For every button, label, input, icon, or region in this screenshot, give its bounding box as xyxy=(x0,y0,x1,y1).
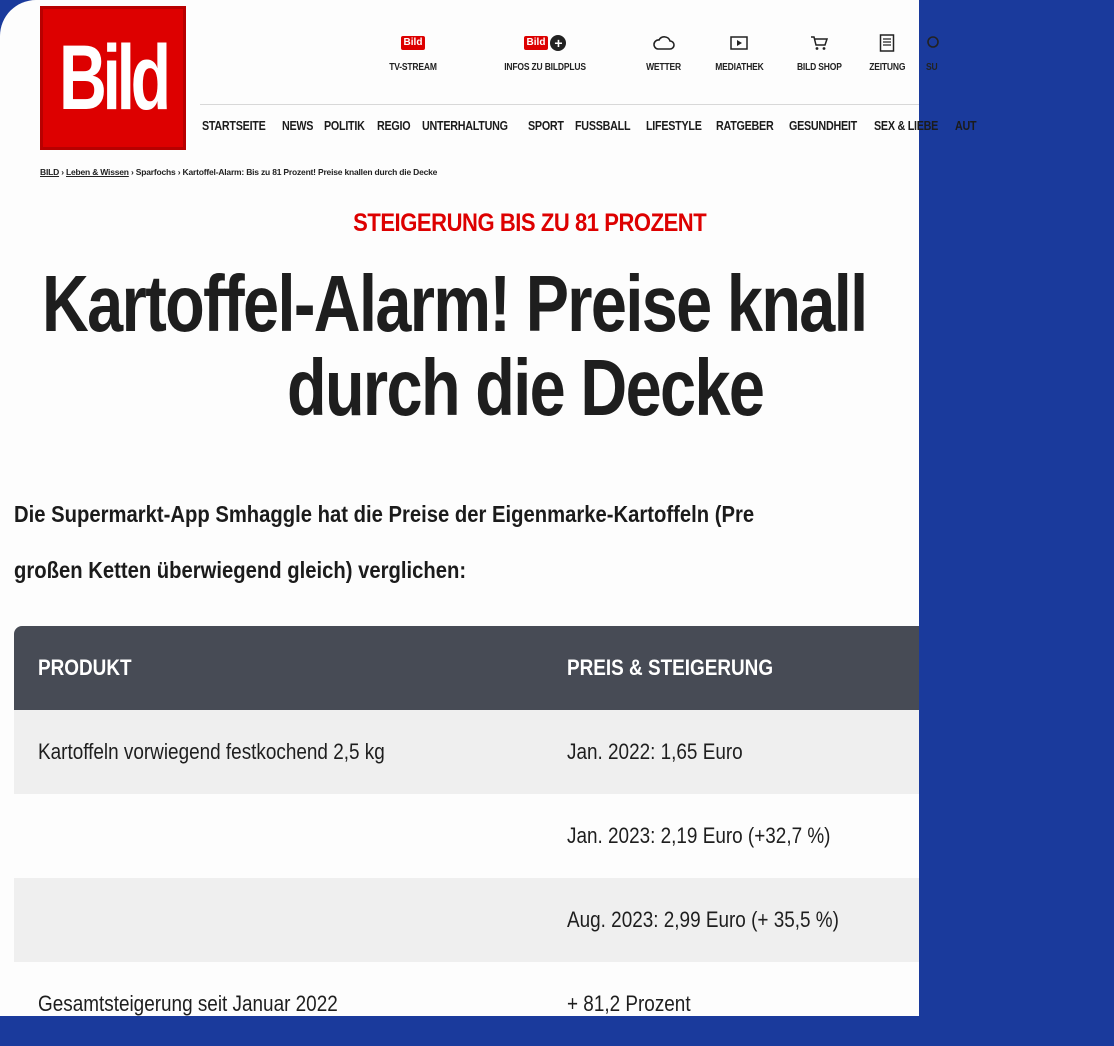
header-preis: PREIS & STEIGERUNG xyxy=(567,655,774,680)
tv-icon: Bild xyxy=(401,36,426,50)
service-wetter[interactable]: WETTER xyxy=(634,30,694,82)
plus-icon: + xyxy=(550,35,566,51)
cart-icon xyxy=(810,30,828,56)
table-header xyxy=(14,626,919,710)
nav-divider xyxy=(200,104,919,105)
logo-text: Bild xyxy=(59,27,167,129)
price-table xyxy=(14,626,919,1046)
nav-item-news[interactable]: NEWS xyxy=(281,119,314,133)
nav-item-ratgeber[interactable]: RATGEBER xyxy=(716,119,774,133)
play-icon xyxy=(730,30,748,56)
service-infos-bildplus[interactable]: Bild + INFOS ZU BILDPLUS xyxy=(504,35,586,73)
service-zeitung[interactable]: ZEITUNG xyxy=(854,30,920,82)
table-row: Jan. 2023: 2,19 Euro (+32,7 %) xyxy=(567,823,831,848)
nav-item-regio[interactable]: REGIO xyxy=(377,119,411,133)
service-bar xyxy=(370,30,944,82)
nav-item-auto[interactable]: AUT xyxy=(954,119,976,133)
nav-item-startseite[interactable]: STARTSEITE xyxy=(202,119,266,133)
nav-item-sport[interactable]: SPORT xyxy=(527,119,564,133)
service-tv-stream[interactable]: Bild TV-STREAM xyxy=(389,37,437,73)
nav-item-politik[interactable]: POLITIK xyxy=(324,119,365,133)
nav-item-sex-liebe[interactable]: SEX & LIEBE xyxy=(874,119,939,133)
service-mediathek[interactable]: MEDIATHEK xyxy=(694,30,784,82)
main-navigation xyxy=(202,119,985,133)
breadcrumb: BILD › Leben & Wissen › Sparfochs › Kartoffel-Alarm: Bis zu 81 Prozent! Preise knallen durch die Decke xyxy=(40,167,438,177)
header-produkt: PRODUKT xyxy=(38,655,132,680)
nav-item-gesundheit[interactable]: GESUNDHEIT xyxy=(789,119,858,133)
table-row: Kartoffeln vorwiegend festkochend 2,5 kg Jan. 2022: 1,65 Euro xyxy=(14,710,919,794)
table-row: Gesamtsteigerung seit Januar 2022 + 81,2 Prozent xyxy=(38,991,691,1016)
nav-item-fussball[interactable]: FUSSBALL xyxy=(575,119,631,133)
service-bild-shop[interactable]: BILD SHOP xyxy=(784,30,854,82)
service-search[interactable]: SU xyxy=(920,30,944,82)
nav-item-unterhaltung[interactable]: UNTERHALTUNG xyxy=(422,119,508,133)
newspaper-icon xyxy=(879,30,895,56)
nav-item-lifestyle[interactable]: LIFESTYLE xyxy=(645,119,702,133)
breadcrumb-sparfochs[interactable]: Sparfochs xyxy=(135,167,176,177)
cloud-icon xyxy=(653,30,675,56)
article-headline: Kartoffel-Alarm! Preise knall durch die Decke xyxy=(42,259,867,432)
breadcrumb-home[interactable]: BILD xyxy=(40,167,60,177)
bild-logo[interactable] xyxy=(40,6,186,150)
breadcrumb-current: Kartoffel-Alarm: Bis zu 81 Prozent! Preise knallen durch die Decke xyxy=(182,167,438,177)
article-intro: Die Supermarkt-App Smhaggle hat die Preise der Eigenmarke-Kartoffeln (Pre großen Ketten überwiegend gleich) verglichen: xyxy=(14,501,755,583)
table-row: Aug. 2023: 2,99 Euro (+ 35,5 %) xyxy=(14,878,919,962)
search-icon xyxy=(924,30,940,56)
article-kicker: STEIGERUNG BIS ZU 81 PROZENT xyxy=(353,209,707,237)
breadcrumb-leben-wissen[interactable]: Leben & Wissen xyxy=(66,167,129,177)
